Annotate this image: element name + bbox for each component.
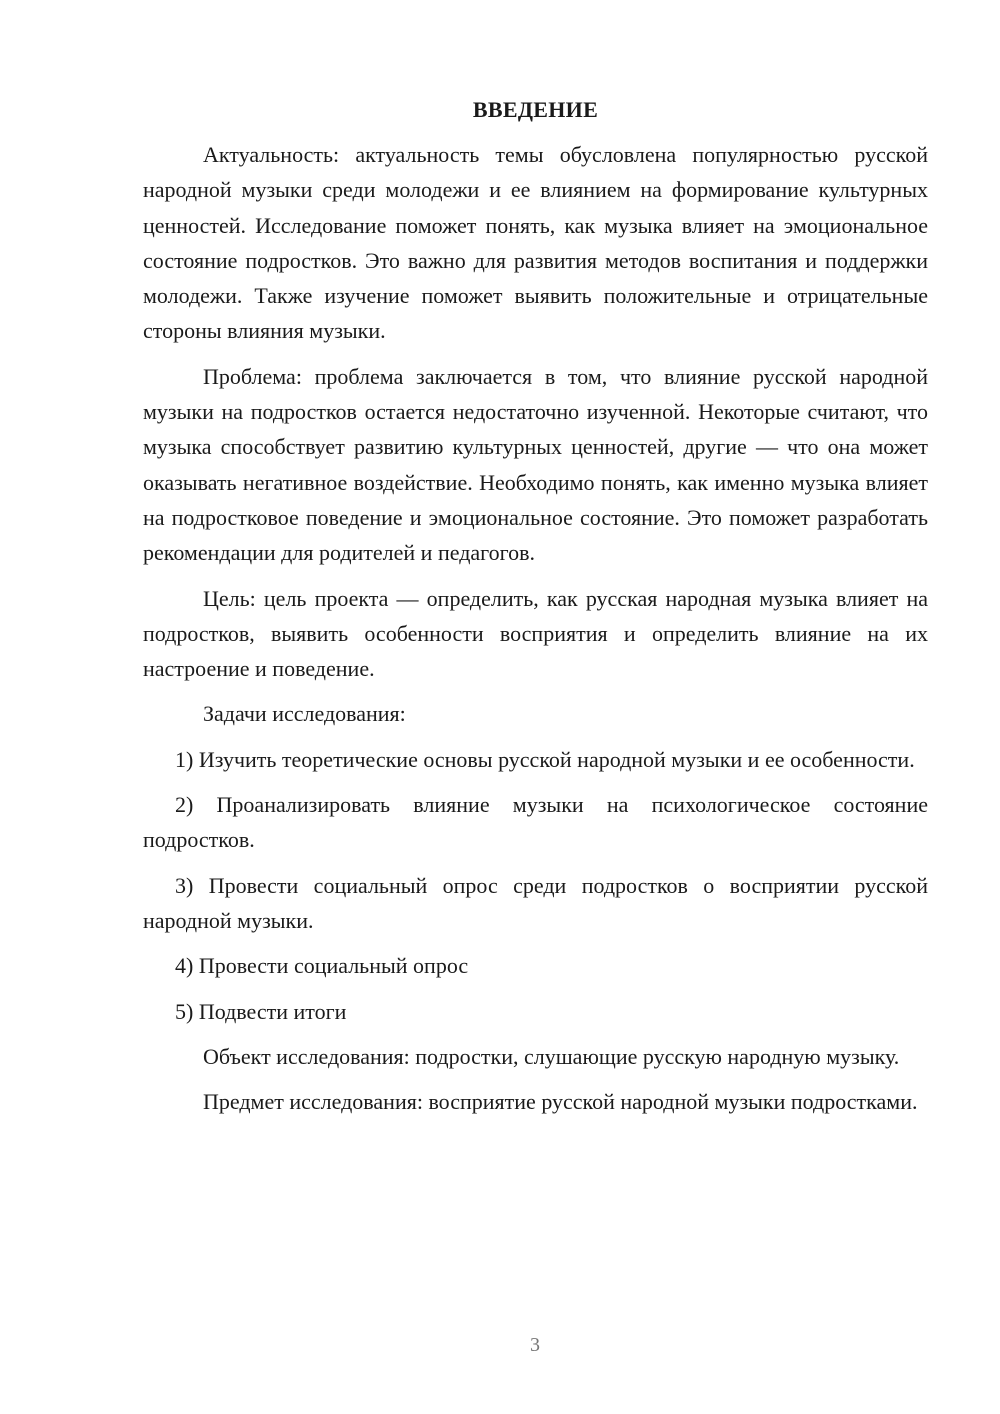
paragraph-object: Объект исследования: подростки, слушающие русскую народную музыку.	[203, 1043, 900, 1069]
page-title: ВВЕДЕНИЕ	[472, 97, 599, 122]
paragraph-relevance: Актуальность: актуальность темы обусловлена популярностью русской народной музыки среди молодежи и ее влиянием на формирование культурных ценностей. Исследование поможет понять, как музыка влияет на эмоциональное состояние подростков. Это важно для развития методов воспитания и поддержки молодежи. Также изучение поможет выявить положительные и отрицательные стороны влияния музыки.	[143, 142, 928, 344]
paragraph-subject: Предмет исследования: восприятие русской народной музыки подростками.	[203, 1089, 918, 1115]
task-item: 3) Провести социальный опрос среди подростков о восприятии русской народной музыки.	[143, 872, 928, 933]
document-page	[143, 95, 928, 1129]
task-item: 5) Подвести итоги	[175, 998, 347, 1024]
task-item: 1) Изучить теоретические основы русской народной музыки и ее особенности.	[175, 746, 915, 772]
task-item: 4) Провести социальный опрос	[175, 953, 469, 979]
page-number: 3	[530, 1334, 540, 1356]
paragraph-problem: Проблема: проблема заключается в том, что влияние русской народной музыки на подростков остается недостаточно изученной. Некоторые считают, что музыка способствует развитию культурных ценностей, другие — что она может оказывать негативное воздействие. Необходимо понять, как именно музыка влияет на подростковое поведение и эмоциональное состояние. Это поможет разработать рекомендации для родителей и педагогов.	[143, 363, 928, 566]
tasks-heading: Задачи исследования:	[203, 701, 406, 727]
task-item: 2) Проанализировать влияние музыки на психологическое состояние подростков.	[143, 792, 928, 853]
paragraph-goal: Цель: цель проекта — определить, как русская народная музыка влияет на подростков, выявить особенности восприятия и определить влияние на их настроение и поведение.	[143, 585, 928, 682]
